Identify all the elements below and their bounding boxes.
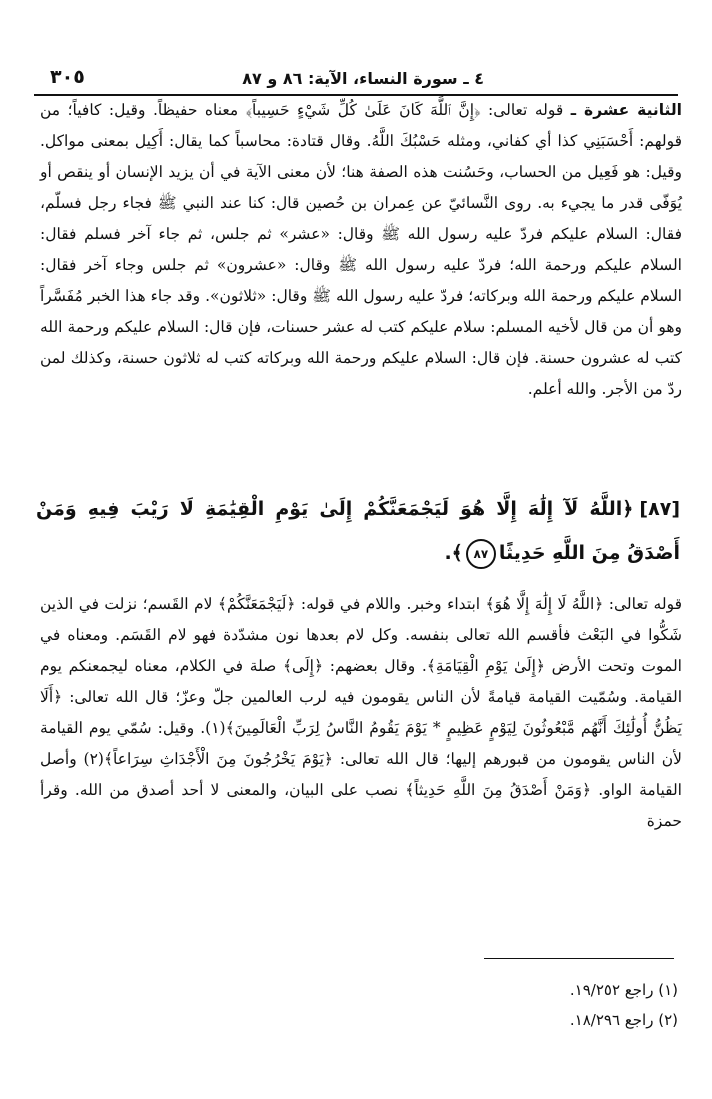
commentary-paragraph — [40, 95, 682, 405]
footnote: (١) راجع ١٩/٢٥٢. — [569, 981, 678, 999]
commentary-paragraph: قوله تعالى: ﴿اللَّهُ لَا إِلَٰهَ إِلَّا هُوَ﴾ ابتداء وخبر. واللام في قوله: ﴿لَيَجْمَعَنَّكُمْ﴾ لام القَسم؛ نزلت في الذين شَكُّوا في البَعْث فأقسم الله تعالى بنفسه. وكل لام بعدها نون مشدّدة فهو لام القَسَم. ومعناه في الموت وتحت الأرض ﴿إِلَىٰ يَوْمِ الْقِيَامَةِ﴾. وقال بعضهم: ﴿إِلَى﴾ صلة في الكلام، معناه ليجمعنكم يوم القيامة. وسُمّيت القيامة قيامةً لأن الناس يقومون فيه لرب العالمين جلّ وعزّ؛ قال الله تعالى: ﴿أَلَا يَظُنُّ أُولَٰئِكَ أَنَّهُم مَّبْعُوثُونَ لِيَوْمٍ عَظِيمٍ * يَوْمَ يَقُومُ النَّاسُ لِرَبِّ الْعَالَمِينَ﴾(١). وقيل: سُمّي يوم القيامة لأن الناس يقومون من قبورهم إليها؛ قال الله تعالى: ﴿يَوْمَ يَخْرُجُونَ مِنَ الْأَجْدَاثِ سِرَاعاً﴾(٢) وأصل القيامة الواو. ﴿وَمَنْ أَصْدَقُ مِنَ اللَّهِ حَدِيثاً﴾ نصب على البيان، والمعنى لا أحد أصدق من الله. وقرأ حمزة — [40, 595, 682, 830]
verse-text: ﴿اللَّهُ لَآ إِلَٰهَ إِلَّا هُوَ لَيَجْمَعَنَّكُمْ إِلَىٰ يَوْمِ الْقِيَٰمَةِ لَا رَيْبَ فِيهِ وَمَنْ أَصْدَقُ مِنَ اللَّهِ حَدِيثًا — [36, 498, 680, 564]
verse-87 — [36, 487, 680, 575]
footnotes — [458, 975, 678, 1035]
footnote: (٢) راجع ١٨/٢٩٦. — [569, 1011, 678, 1029]
section-lead: الثانية عشرة ـ — [570, 101, 682, 119]
verse-close: ﴾. — [444, 542, 463, 564]
ayah-end-mark: ٨٧ — [466, 539, 496, 569]
commentary-section-twelve — [40, 95, 682, 405]
page-number: ٣٠٥ — [50, 66, 85, 88]
section-text: قوله تعالى: ﴿إِنَّ ٱللَّهَ كَانَ عَلَىٰ كُلِّ شَيْءٍ حَسِيباً﴾ معناه حفيظاً. وقيل: كافياً؛ من قولهم: أَحْسَبَنِي كذا أي كفاني، ومثله حَسْبُكَ اللَّهُ. وقال قتادة: محاسباً كما يقال: أَكِيل بمعنى مواكل. وقيل: هو فَعِيل من الحساب، وحَسُنت هذه الصفة هنا؛ لأن معنى الآية في أن يزيد الإنسان أو ينقص أو يُوَفّى قدر ما يجيء به. روى النَّسائيّ عن عِمران بن حُصين قال: كنا عند النبي ﷺ فجاء رجل فسلّم، فقال: السلام عليكم فردّ عليه رسول الله ﷺ وقال: «عشر» ثم جلس، ثم جاء آخر فسلم فقال: السلام عليكم ورحمة الله؛ فردّ عليه رسول الله ﷺ وقال: «عشرون» ثم جلس وجاء آخر فقال: السلام عليكم ورحمة الله وبركاته؛ فردّ عليه رسول الله ﷺ وقال: «ثلاثون». وقد جاء هذا الخبر مُفَسَّراً وهو أن من قال لأخيه المسلم: سلام عليكم كتب له عشر حسنات، فإن قال: السلام عليكم ورحمة الله كتب له عشرون حسنة. فإن قال: السلام عليكم ورحمة الله وبركاته كتب له ثلاثون حسنة، وكذلك لمن ردّ من الأجر. والله أعلم. — [40, 101, 682, 398]
footnote-rule — [484, 958, 674, 959]
running-head — [50, 60, 684, 88]
verse-number-label: [٨٧] — [639, 498, 680, 520]
header-title: ٤ ـ سورة النساء، الآية: ٨٦ و ٨٧ — [242, 69, 484, 88]
commentary-verse-87 — [40, 589, 682, 837]
